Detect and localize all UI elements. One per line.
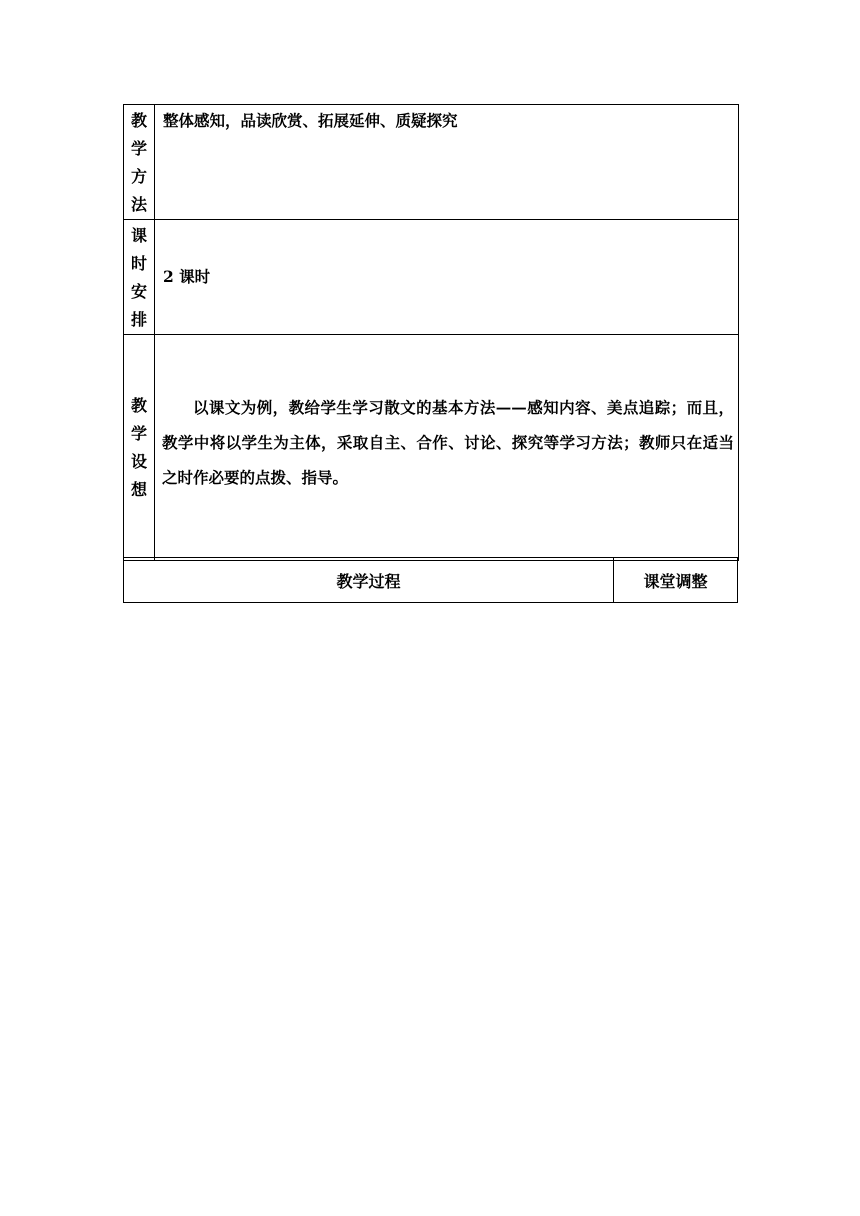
label-class-hours: 课时安排 bbox=[130, 226, 147, 329]
header-class-adjustment: 课堂调整 bbox=[614, 558, 738, 603]
teaching-methods-text: 整体感知，品读欣赏、拓展延伸、质疑探究 bbox=[163, 111, 458, 130]
row-teaching-design bbox=[124, 335, 739, 561]
process-header-row bbox=[124, 558, 738, 603]
row-teaching-methods bbox=[124, 105, 739, 220]
header-teaching-process: 教学过程 bbox=[124, 558, 614, 603]
lesson-plan-table bbox=[123, 104, 739, 561]
label-cell-teaching-methods bbox=[124, 105, 155, 220]
process-header-table bbox=[123, 557, 738, 603]
row-class-hours bbox=[124, 220, 739, 335]
label-cell-teaching-design bbox=[124, 335, 155, 561]
label-teaching-design: 教学设想 bbox=[130, 395, 147, 499]
teaching-design-text: 以课文为例，教给学生学习散文的基本方法——感知内容、美点追踪；而且，教学中将以学生为主体，采取自主、合作、讨论、探究等学习方法；教师只在适当之时作必要的点拨、指导。 bbox=[162, 398, 734, 487]
content-cell-teaching-methods bbox=[155, 105, 739, 220]
content-cell-class-hours bbox=[155, 220, 739, 335]
content-cell-teaching-design bbox=[155, 335, 739, 561]
label-teaching-methods: 教学方法 bbox=[130, 111, 147, 214]
class-hours-text: 2 课时 bbox=[163, 267, 211, 286]
label-cell-class-hours bbox=[124, 220, 155, 335]
